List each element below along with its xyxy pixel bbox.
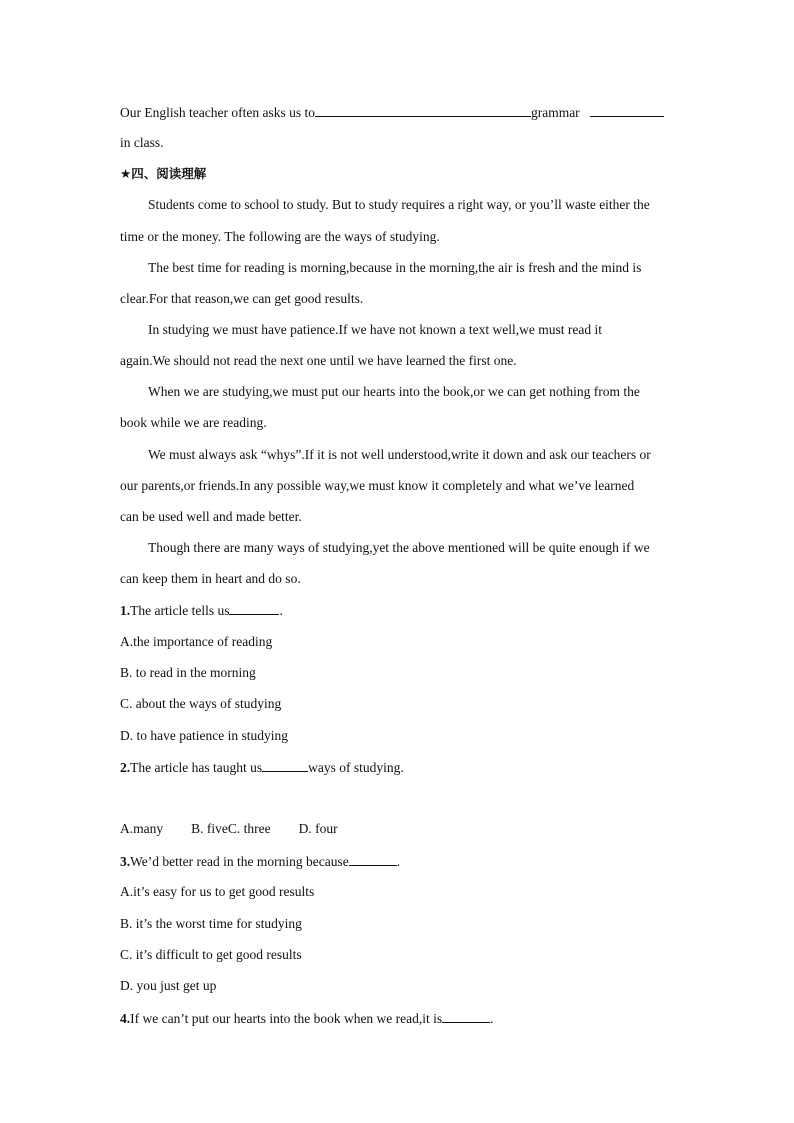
option-b: B. to read in the morning <box>120 665 256 680</box>
question-text-end: . <box>396 854 401 869</box>
answer-blank <box>315 104 531 117</box>
passage-line: book while we are reading. <box>120 415 267 430</box>
option-b: B. five <box>191 821 228 836</box>
passage-line: our parents,or friends.In any possible way,we must know it completely and what we’ve learned <box>120 478 635 493</box>
question-text-end: ways of studying. <box>308 760 404 775</box>
passage-line: again.We should not read the next one until we have learned the first one. <box>120 353 517 368</box>
section-heading: ★四、阅读理解 <box>120 166 207 181</box>
answer-blank <box>262 759 308 772</box>
question-text: The article tells us <box>130 603 230 618</box>
option-b: B. it’s the worst time for studying <box>120 916 302 931</box>
option-d: D. you just get up <box>120 978 217 993</box>
question-text: We’d better read in the morning because <box>130 854 349 869</box>
passage-line: In studying we must have patience.If we have not known a text well,we must read it <box>148 322 602 337</box>
question-text: The article has taught us <box>130 760 263 775</box>
passage-line: clear.For that reason,we can get good results. <box>120 291 364 306</box>
question-text-end: . <box>490 1011 494 1026</box>
question-number: 3. <box>120 854 131 869</box>
passage-line: Students come to school to study. But to study requires a right way, or you’ll waste either the <box>148 197 650 212</box>
passage-line: can be used well and made better. <box>120 509 302 524</box>
question-number: 4. <box>120 1011 131 1026</box>
option-d: D. to have patience in studying <box>120 728 288 743</box>
option-d: D. four <box>298 821 338 836</box>
prev-exercise-line-1 <box>120 104 664 121</box>
prev-sentence-grammar: grammar <box>530 105 580 120</box>
question-1-stem <box>120 602 283 619</box>
option-a: A.it’s easy for us to get good results <box>120 884 315 899</box>
passage-line: can keep them in heart and do so. <box>120 571 301 586</box>
option-c: C. three <box>227 821 271 836</box>
passage-line: When we are studying,we must put our hearts into the book,or we can get nothing from the <box>148 384 640 399</box>
passage-line: We must always ask “whys”.If it is not well understood,write it down and ask our teachers or <box>148 447 651 462</box>
prev-exercise-line-2: in class. <box>120 135 164 150</box>
answer-blank <box>229 602 279 615</box>
passage-line: Though there are many ways of studying,yet the above mentioned will be quite enough if we <box>148 540 650 555</box>
answer-blank <box>590 104 664 117</box>
question-number: 2. <box>120 760 131 775</box>
question-text-end: . <box>279 603 283 618</box>
passage-line: time or the money. The following are the ways of studying. <box>120 229 440 244</box>
question-3-stem <box>120 853 400 870</box>
prev-sentence-start: Our English teacher often asks us to <box>120 105 315 120</box>
question-2-stem <box>120 759 404 776</box>
passage-line: The best time for reading is morning,because in the morning,the air is fresh and the mind is <box>148 260 642 275</box>
question-number: 1. <box>120 603 131 618</box>
question-2-options <box>120 821 338 837</box>
option-a: A.many <box>120 821 164 836</box>
option-a: A.the importance of reading <box>120 634 273 649</box>
question-text: If we can’t put our hearts into the book when we read,it is <box>130 1011 443 1026</box>
answer-blank <box>442 1010 490 1023</box>
option-c: C. it’s difficult to get good results <box>120 947 302 962</box>
option-c: C. about the ways of studying <box>120 696 282 711</box>
question-4-stem <box>120 1010 494 1027</box>
answer-blank <box>349 853 397 866</box>
